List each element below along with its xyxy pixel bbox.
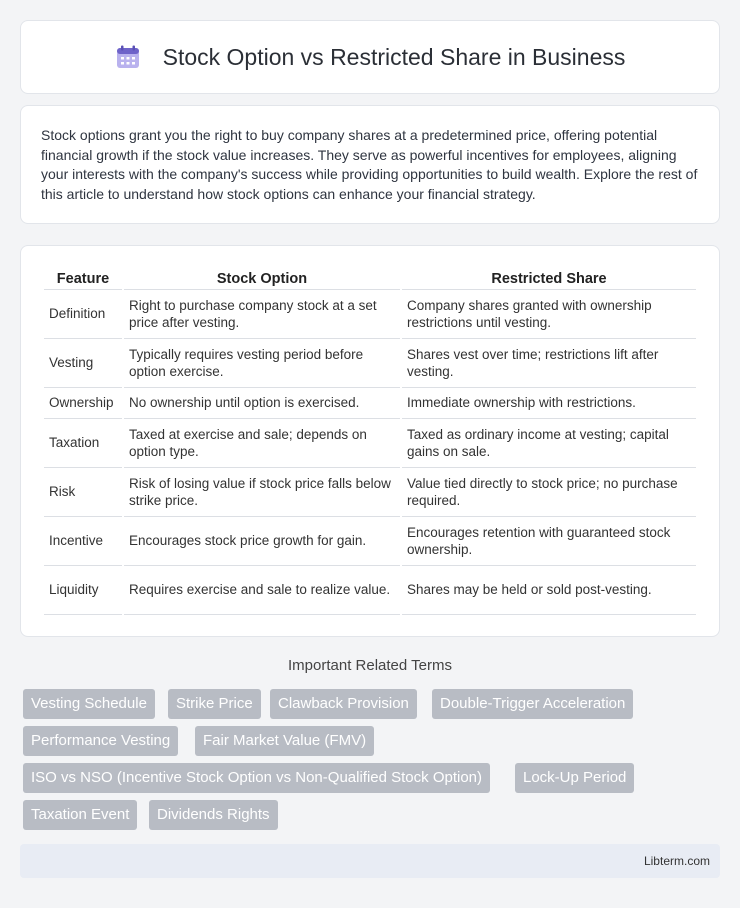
intro-text: Stock options grant you the right to buy company shares at a predetermined price, offering potential financial growth if the stock value increases. They serve as powerful incentives for employees, aligning your interests with the company's success while providing opportunities to build wealth. Explore the rest of this article to understand how stock options can enhance your financial strategy. [41, 127, 698, 202]
table-row [44, 339, 696, 388]
table-cell: Incentive [44, 517, 122, 566]
column-header-restricted-share: Restricted Share [402, 266, 696, 290]
table-cell: Risk [44, 468, 122, 517]
column-header-feature: Feature [44, 266, 122, 290]
table-cell: Risk of losing value if stock price falls below strike price. [124, 468, 400, 517]
table-cell: Company shares granted with ownership restrictions until vesting. [402, 290, 696, 339]
table-row [44, 468, 696, 517]
table-row [44, 566, 696, 615]
related-term-tag[interactable]: ISO vs NSO (Incentive Stock Option vs Non-Qualified Stock Option) [23, 763, 490, 793]
table-cell: Shares vest over time; restrictions lift after vesting. [402, 339, 696, 388]
related-term-tag[interactable]: Performance Vesting [23, 726, 178, 756]
table-cell: Right to purchase company stock at a set price after vesting. [124, 290, 400, 339]
page-title: Stock Option vs Restricted Share in Business [162, 43, 626, 70]
title-card [20, 20, 720, 94]
table-cell: Definition [44, 290, 122, 339]
footer-site-link[interactable]: Libterm.com [643, 854, 710, 868]
table-cell: Liquidity [44, 566, 122, 615]
table-cell: Taxed as ordinary income at vesting; capital gains on sale. [402, 419, 696, 468]
calendar-icon [115, 44, 141, 70]
table-row [44, 419, 696, 468]
comparison-table-card [20, 245, 720, 637]
related-terms-title: Important Related Terms [288, 657, 452, 674]
table-cell: Shares may be held or sold post-vesting. [402, 566, 696, 615]
comparison-table [42, 266, 698, 615]
table-header-row [44, 266, 696, 290]
table-cell: Vesting [44, 339, 122, 388]
table-cell: Requires exercise and sale to realize value. [124, 566, 400, 615]
table-cell: Ownership [44, 388, 122, 419]
related-term-tag[interactable]: Fair Market Value (FMV) [195, 726, 374, 756]
table-cell: Taxation [44, 419, 122, 468]
table-cell: Immediate ownership with restrictions. [402, 388, 696, 419]
related-term-tag[interactable]: Dividends Rights [149, 800, 278, 830]
intro-card [20, 105, 720, 224]
table-cell: Encourages stock price growth for gain. [124, 517, 400, 566]
table-row [44, 388, 696, 419]
footer [20, 844, 720, 878]
related-term-tag[interactable]: Strike Price [168, 689, 261, 719]
related-term-tag[interactable]: Double-Trigger Acceleration [432, 689, 633, 719]
related-term-tag[interactable]: Clawback Provision [270, 689, 417, 719]
table-cell: Value tied directly to stock price; no purchase required. [402, 468, 696, 517]
related-term-tag[interactable]: Taxation Event [23, 800, 137, 830]
column-header-stock-option: Stock Option [124, 266, 400, 290]
table-row [44, 290, 696, 339]
table-cell: Encourages retention with guaranteed stock ownership. [402, 517, 696, 566]
related-term-tag[interactable]: Lock-Up Period [515, 763, 634, 793]
related-term-tag[interactable]: Vesting Schedule [23, 689, 155, 719]
table-row [44, 517, 696, 566]
table-cell: Typically requires vesting period before option exercise. [124, 339, 400, 388]
table-cell: Taxed at exercise and sale; depends on option type. [124, 419, 400, 468]
table-cell: No ownership until option is exercised. [124, 388, 400, 419]
